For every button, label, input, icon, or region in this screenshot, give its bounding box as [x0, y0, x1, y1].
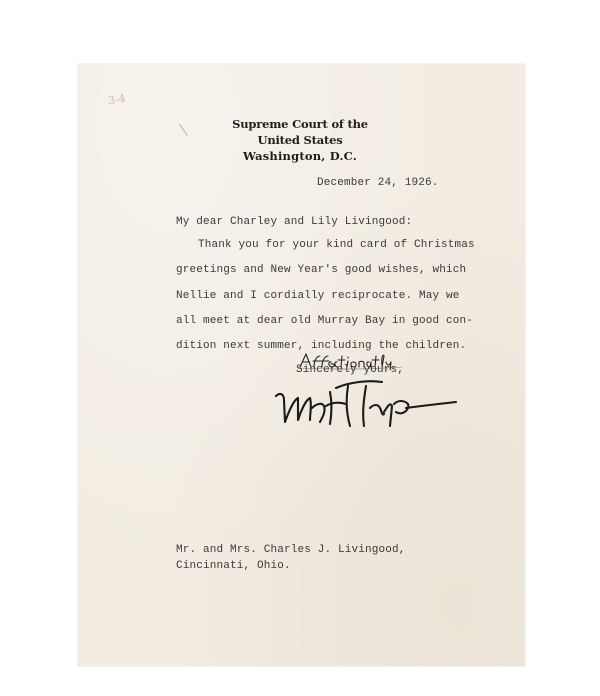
- body-line: greetings and New Year's good wishes, which: [176, 264, 467, 276]
- body-line: all meet at dear old Murray Bay in good con-: [176, 315, 474, 327]
- body-line: Thank you for your kind card of Christmas: [198, 239, 475, 251]
- recipient-line: Cincinnati, Ohio.: [176, 560, 291, 572]
- letterhead-court: Supreme Court of the United States: [232, 117, 368, 147]
- letterhead: [210, 116, 390, 164]
- body-line: Nellie and I cordially reciprocate. May we: [176, 290, 460, 302]
- pencil-mark: 3-4: [107, 91, 127, 108]
- recipient-line: Mr. and Mrs. Charles J. Livingood,: [176, 544, 406, 556]
- letter-salutation: My dear Charley and Lily Livingood:: [176, 216, 413, 228]
- body-line: dition next summer, including the children.: [176, 340, 467, 352]
- letterhead-city: Washington, D.C.: [242, 149, 358, 163]
- letter-date: December 24, 1926.: [317, 177, 439, 189]
- signature: [270, 372, 460, 432]
- letter-closing: Sincerely yours,: [296, 364, 405, 376]
